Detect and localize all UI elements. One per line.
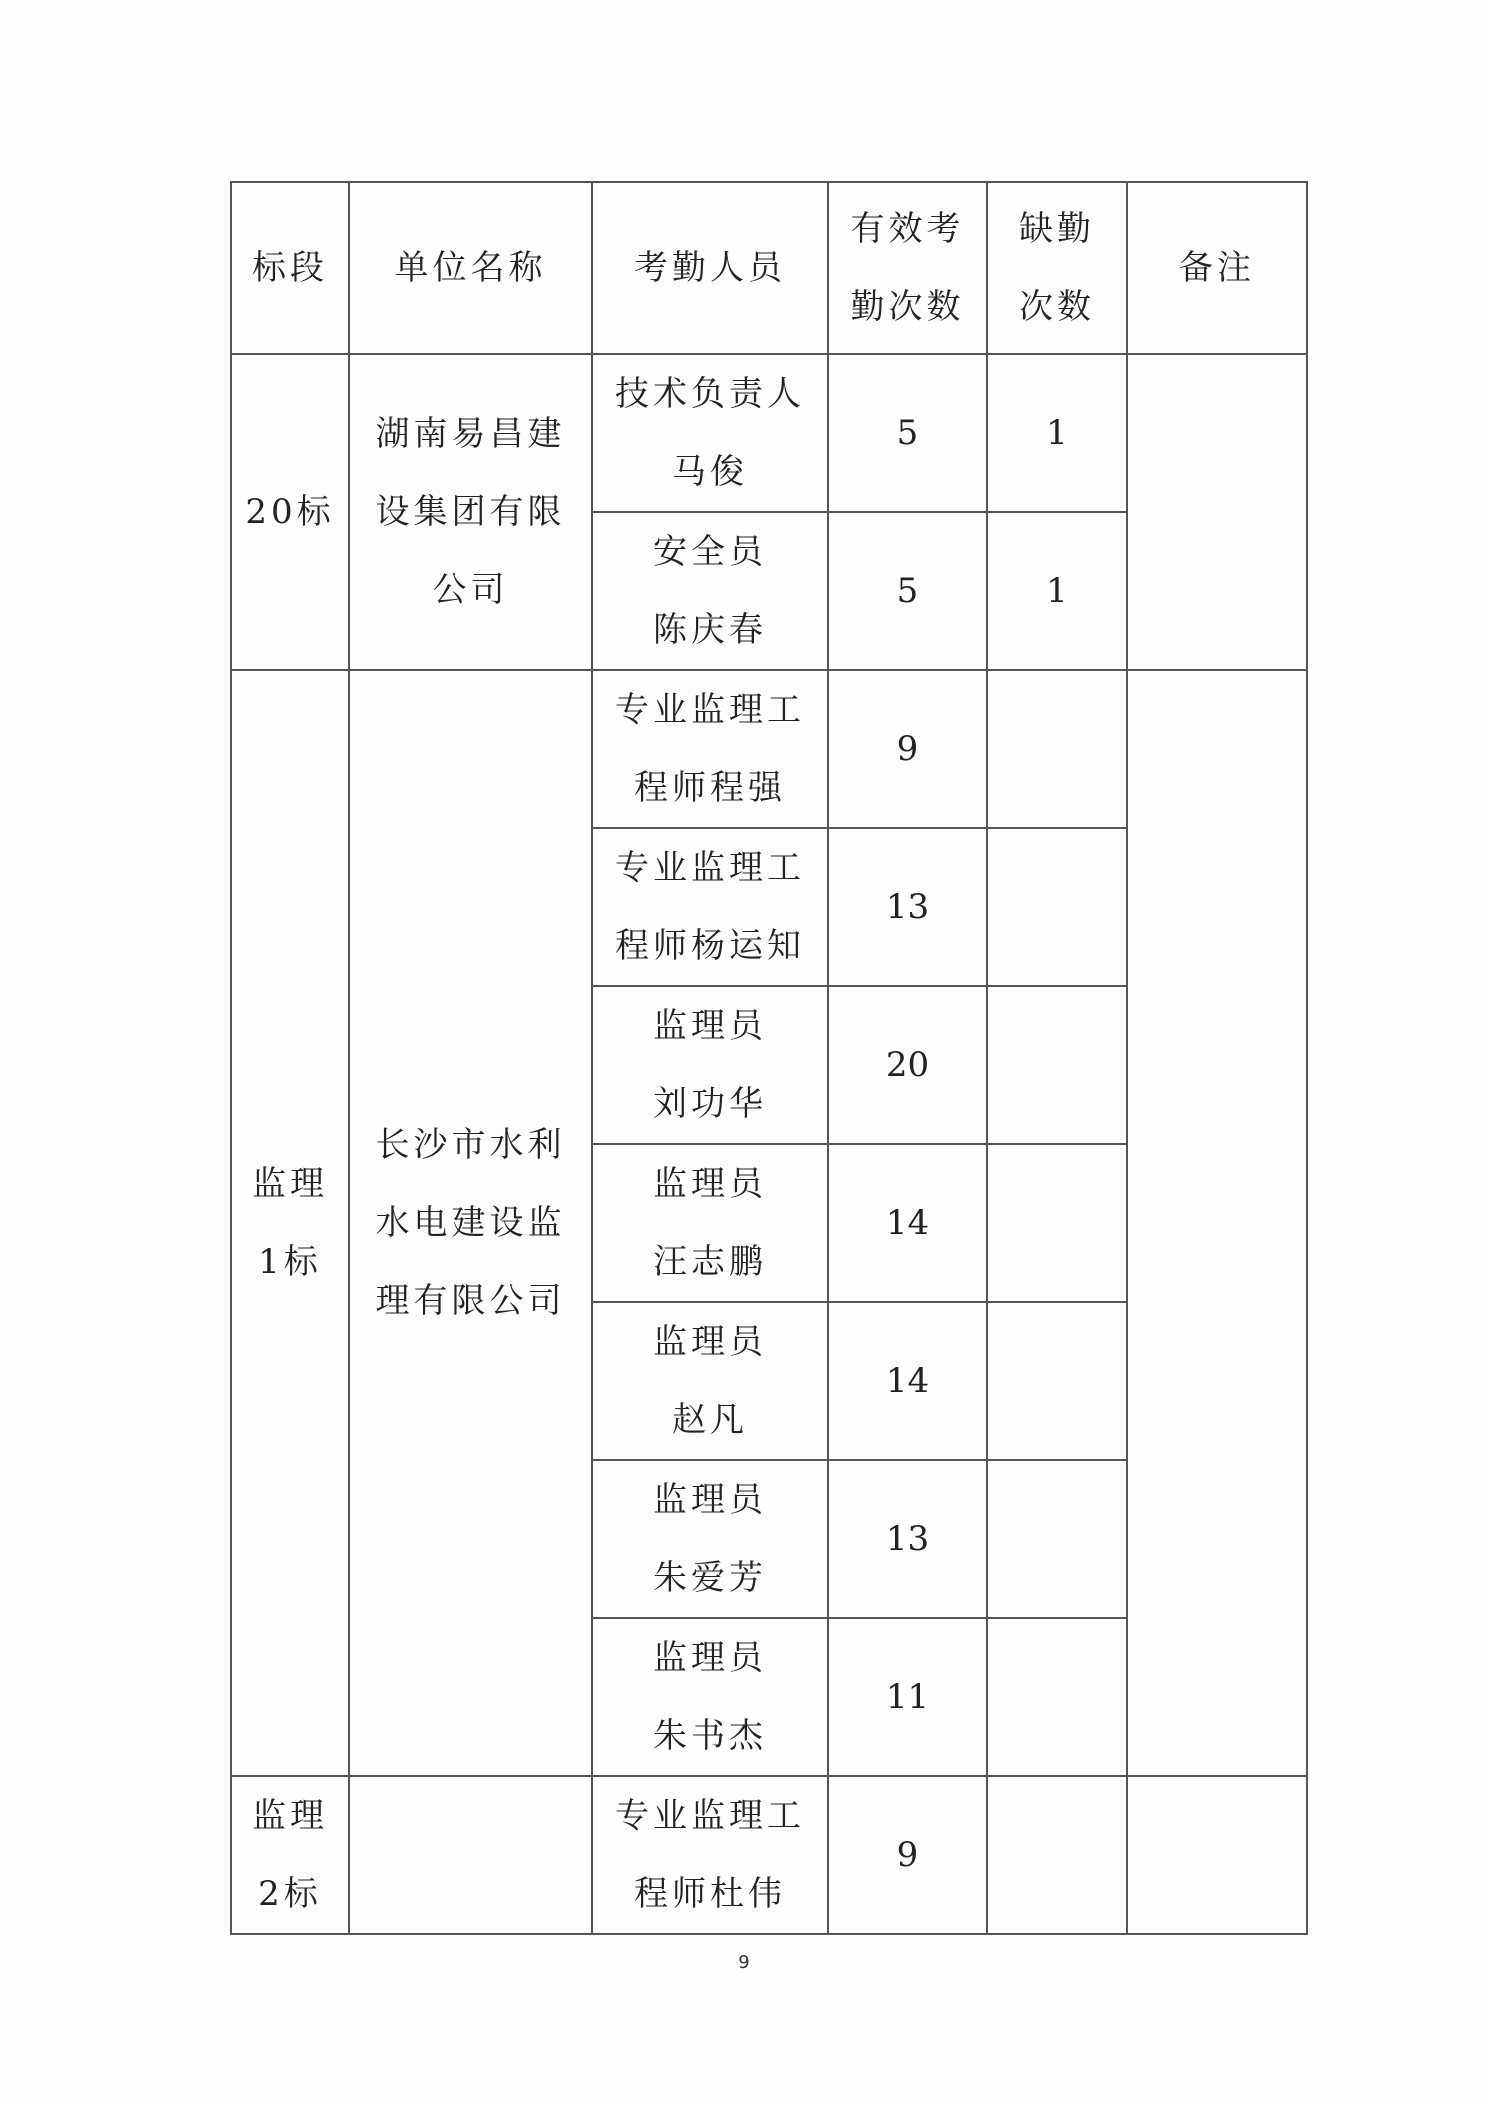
staff-cell: 专业监理工 程师杜伟 (592, 1776, 828, 1934)
absent-count-cell (987, 670, 1127, 828)
section-cell: 监理 1标 (231, 670, 349, 1776)
valid-count-cell: 9 (828, 1776, 987, 1934)
staff-cell: 监理员 朱爱芳 (592, 1460, 828, 1618)
valid-count-cell: 9 (828, 670, 987, 828)
remark-cell (1127, 670, 1307, 1776)
staff-cell: 技术负责人 马俊 (592, 354, 828, 512)
absent-count-cell: 1 (987, 512, 1127, 670)
absent-count-cell (987, 1618, 1127, 1776)
valid-count-cell: 20 (828, 986, 987, 1144)
attendance-table (230, 181, 1308, 1935)
remark-cell (1127, 1776, 1307, 1934)
table-row (231, 670, 1307, 828)
staff-cell: 监理员 汪志鹏 (592, 1144, 828, 1302)
header-unit-name: 单位名称 (349, 182, 592, 354)
valid-count-cell: 14 (828, 1144, 987, 1302)
staff-cell: 专业监理工 程师程强 (592, 670, 828, 828)
table-header-row (231, 182, 1307, 354)
remark-cell (1127, 354, 1307, 670)
absent-count-cell (987, 828, 1127, 986)
valid-count-cell: 5 (828, 354, 987, 512)
unit-cell: 长沙市水利 水电建设监 理有限公司 (349, 670, 592, 1776)
staff-cell: 专业监理工 程师杨运知 (592, 828, 828, 986)
valid-count-cell: 13 (828, 828, 987, 986)
table-row (231, 354, 1307, 512)
staff-cell: 监理员 刘功华 (592, 986, 828, 1144)
valid-count-cell: 5 (828, 512, 987, 670)
absent-count-cell (987, 986, 1127, 1144)
staff-cell: 监理员 朱书杰 (592, 1618, 828, 1776)
valid-count-cell: 13 (828, 1460, 987, 1618)
header-remark: 备注 (1127, 182, 1307, 354)
valid-count-cell: 11 (828, 1618, 987, 1776)
absent-count-cell (987, 1302, 1127, 1460)
section-cell: 监理 2标 (231, 1776, 349, 1934)
header-attendance-staff: 考勤人员 (592, 182, 828, 354)
absent-count-cell (987, 1144, 1127, 1302)
staff-cell: 监理员 赵凡 (592, 1302, 828, 1460)
staff-cell: 安全员 陈庆春 (592, 512, 828, 670)
unit-cell (349, 1776, 592, 1934)
absent-count-cell: 1 (987, 354, 1127, 512)
header-section: 标段 (231, 182, 349, 354)
page-number: 9 (738, 1952, 750, 1973)
absent-count-cell (987, 1776, 1127, 1934)
header-valid-count: 有效考 勤次数 (828, 182, 987, 354)
unit-cell: 湖南易昌建 设集团有限 公司 (349, 354, 592, 670)
valid-count-cell: 14 (828, 1302, 987, 1460)
section-cell: 20标 (231, 354, 349, 670)
table-row (231, 1776, 1307, 1934)
header-absent-count: 缺勤 次数 (987, 182, 1127, 354)
absent-count-cell (987, 1460, 1127, 1618)
